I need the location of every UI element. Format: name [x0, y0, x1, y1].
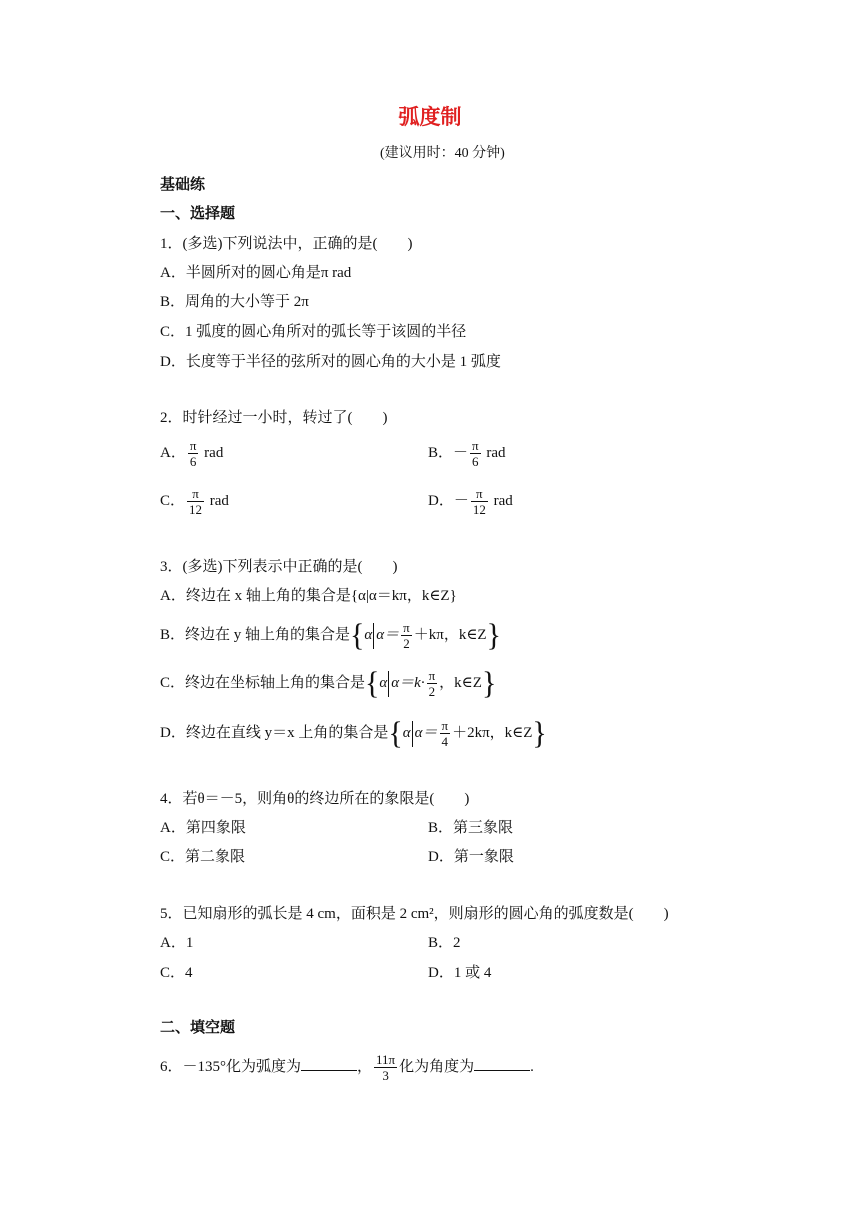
denominator: 4 — [441, 734, 449, 749]
suggested-time: (建议用时：40 分钟) — [380, 146, 505, 161]
denominator: 12 — [472, 502, 486, 517]
question-3-option-a: A．终边在 x 轴上角的集合是{α|α＝kπ，k∈Z} — [160, 588, 457, 604]
option-label: D．－ — [428, 492, 469, 509]
numerator: 11π — [376, 1052, 396, 1067]
numerator: π — [472, 438, 479, 453]
question-3-option-c — [160, 665, 497, 701]
question-4-option-c: C．第二象限 — [160, 849, 246, 865]
question-5-option-b: B．2 — [428, 935, 461, 951]
fraction — [427, 668, 438, 699]
answer-blank-2[interactable] — [474, 1056, 530, 1071]
left-brace: { — [350, 617, 365, 653]
question-1-option-c: C．1 弧度的圆心角所对的弧长等于该圆的半径 — [160, 324, 467, 340]
question-2-option-a — [160, 438, 223, 469]
question-5-option-d: D．1 或 4 — [428, 965, 492, 981]
numerator: π — [187, 486, 204, 502]
question-4-option-a: A．第四象限 — [160, 820, 246, 836]
fraction — [188, 438, 199, 469]
right-brace: } — [486, 617, 501, 653]
question-4-stem: 4．若θ＝－5，则角θ的终边所在的象限是( ) — [160, 791, 470, 807]
numerator: π — [189, 438, 197, 453]
section-heading-fill: 二、填空题 — [160, 1020, 236, 1036]
set-condition-rest: ＋2kπ，k∈Z — [452, 724, 533, 741]
denominator: 12 — [189, 502, 203, 517]
question-6-end: . — [530, 1058, 534, 1075]
set-bar — [388, 671, 389, 697]
fraction — [440, 718, 451, 749]
unit: rad — [209, 492, 229, 509]
option-text: D．终边在直线 y＝x 上角的集合是 — [160, 724, 389, 741]
denominator: 6 — [472, 454, 479, 469]
answer-blank-1[interactable] — [301, 1056, 357, 1071]
fraction — [374, 1052, 397, 1083]
question-6-text-1: 6．－135°化为弧度为 — [160, 1058, 301, 1075]
question-1-option-b: B．周角的大小等于 2π — [160, 294, 309, 310]
set-condition-rest: ＋kπ，k∈Z — [413, 626, 487, 643]
numerator: π — [441, 718, 449, 733]
question-3-option-d — [160, 715, 547, 751]
option-text: C．终边在坐标轴上角的集合是 — [160, 674, 366, 691]
set-variable: α — [402, 724, 411, 741]
question-2-option-d — [428, 486, 513, 517]
denominator: 2 — [403, 636, 410, 651]
question-5-stem: 5．已知扇形的弧长是 4 cm，面积是 2 cm²，则扇形的圆心角的弧度数是( ) — [160, 906, 669, 922]
option-label: C． — [160, 492, 186, 509]
question-1-option-a: A．半圆所对的圆心角是π rad — [160, 265, 352, 281]
question-6-text-2: 化为角度为 — [399, 1058, 475, 1075]
set-condition: α＝ — [414, 724, 438, 741]
right-brace: } — [532, 715, 547, 751]
set-condition: α＝ — [376, 626, 400, 643]
question-5-option-a: A．1 — [160, 935, 194, 951]
left-brace: { — [388, 715, 403, 751]
set-variable: α — [364, 626, 373, 643]
option-label: B．－ — [428, 444, 469, 461]
unit: rad — [486, 444, 506, 461]
right-brace: } — [481, 665, 497, 701]
question-1-stem: 1．(多选)下列说法中，正确的是( ) — [160, 236, 413, 252]
question-6: 6．－135°化为弧度为 ， $\frac{11\pi}{3}$ 化为角度为 . — [160, 1052, 534, 1083]
question-3-option-b — [160, 617, 501, 653]
question-2-option-c — [160, 486, 229, 517]
unit: rad — [204, 444, 224, 461]
question-4-option-b: B．第三象限 — [428, 820, 514, 836]
set-condition-rest: ，k∈Z — [439, 674, 482, 691]
section-heading-choice: 一、选择题 — [160, 206, 236, 222]
unit: rad — [493, 492, 513, 509]
left-brace: { — [365, 665, 380, 701]
numerator: π — [403, 620, 410, 635]
page-title: 弧度制 — [398, 105, 462, 129]
fraction — [471, 486, 488, 517]
set-condition: α＝k· — [391, 674, 425, 691]
set-variable: α — [379, 674, 388, 691]
option-text: B．终边在 y 轴上角的集合是 — [160, 626, 351, 643]
set-bar — [412, 721, 413, 747]
question-1-option-d: D．长度等于半径的弦所对的圆心角的大小是 1 弧度 — [160, 354, 501, 370]
fraction — [187, 486, 204, 517]
fraction — [470, 438, 481, 469]
question-2-stem: 2．时针经过一小时，转过了( ) — [160, 410, 388, 426]
question-4-option-d: D．第一象限 — [428, 849, 514, 865]
level-heading: 基础练 — [160, 177, 206, 193]
denominator: 6 — [189, 454, 197, 469]
question-2-option-b — [428, 438, 506, 469]
denominator: 3 — [382, 1068, 389, 1083]
numerator: π — [428, 668, 436, 683]
numerator: π — [471, 486, 488, 502]
set-bar — [373, 623, 374, 649]
question-5-option-c: C．4 — [160, 965, 193, 981]
denominator: 2 — [428, 684, 436, 699]
option-label: A． — [160, 444, 186, 461]
question-3-stem: 3．(多选)下列表示中正确的是( ) — [160, 559, 398, 575]
fraction — [401, 620, 412, 651]
